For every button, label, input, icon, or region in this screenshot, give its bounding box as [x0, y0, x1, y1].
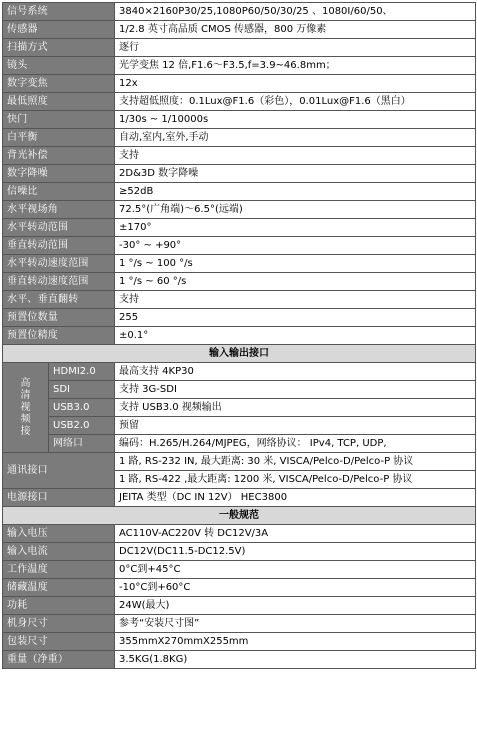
spec-row [3, 165, 476, 183]
spec-value: 1 路, RS-422 ,最大距离: 1200 米, VISCA/Pelco-D/Pelco-P 协议 [115, 471, 476, 489]
spec-row [3, 237, 476, 255]
spec-row [3, 291, 476, 309]
spec-value: 自动,室内,室外,手动 [115, 129, 476, 147]
section-header-row [3, 507, 476, 525]
spec-label: 镜头 [3, 57, 115, 75]
spec-value: 72.5°(广角端)～6.5°(远端) [115, 201, 476, 219]
spec-label: 功耗 [3, 597, 115, 615]
spec-value: JEITA 类型（DC IN 12V） HEC3800 [115, 489, 476, 507]
spec-value: ±170° [115, 219, 476, 237]
spec-row [3, 327, 476, 345]
spec-row [3, 111, 476, 129]
spec-label: 垂直转动范围 [3, 237, 115, 255]
spec-value: 1/2.8 英寸高品质 CMOS 传感器，800 万像素 [115, 21, 476, 39]
spec-row [3, 75, 476, 93]
spec-row [3, 615, 476, 633]
spec-row [3, 525, 476, 543]
spec-label: 储藏温度 [3, 579, 115, 597]
spec-label: 水平转动范围 [3, 219, 115, 237]
spec-row [3, 219, 476, 237]
spec-table [2, 2, 476, 669]
spec-value: 逐行 [115, 39, 476, 57]
spec-value: 支持 3G-SDI [115, 381, 476, 399]
spec-row [3, 543, 476, 561]
hd-video-port-label [3, 363, 49, 453]
port-sub-label: USB2.0 [49, 417, 115, 435]
spec-value: 参考“安装尺寸图” [115, 615, 476, 633]
spec-label: 输入电压 [3, 525, 115, 543]
spec-value: 12x [115, 75, 476, 93]
spec-row [3, 651, 476, 669]
spec-row [3, 255, 476, 273]
port-sub-label: SDI [49, 381, 115, 399]
spec-label: 预置位数量 [3, 309, 115, 327]
spec-row [3, 597, 476, 615]
spec-row [3, 363, 476, 381]
spec-value: 编码：H.265/H.264/MJPEG，网络协议： IPv4, TCP, UDP, [115, 435, 476, 453]
hd-vertical-char: 频 [20, 413, 31, 425]
spec-row [3, 309, 476, 327]
spec-label: 快门 [3, 111, 115, 129]
spec-label: 水平视场角 [3, 201, 115, 219]
spec-label: 预置位精度 [3, 327, 115, 345]
spec-value: 1 路, RS-232 IN, 最大距离: 30 米, VISCA/Pelco-D/Pelco-P 协议 [115, 453, 476, 471]
spec-row [3, 435, 476, 453]
spec-label: 白平衡 [3, 129, 115, 147]
hd-vertical-char: 清 [20, 389, 31, 401]
port-sub-label: 网络口 [49, 435, 115, 453]
spec-row [3, 3, 476, 21]
port-sub-label: USB3.0 [49, 399, 115, 417]
spec-value: 支持 USB3.0 视频输出 [115, 399, 476, 417]
spec-value: 光学变焦 12 倍,F1.6～F3.5,f=3.9~46.8mm； [115, 57, 476, 75]
spec-value: ≥52dB [115, 183, 476, 201]
spec-label: 背光补偿 [3, 147, 115, 165]
spec-row [3, 129, 476, 147]
spec-row [3, 21, 476, 39]
spec-value: 3.5KG(1.8KG) [115, 651, 476, 669]
spec-value: -30° ~ +90° [115, 237, 476, 255]
spec-row [3, 489, 476, 507]
spec-value: 255 [115, 309, 476, 327]
spec-row [3, 399, 476, 417]
spec-value: -10°C到+60°C [115, 579, 476, 597]
spec-row [3, 381, 476, 399]
spec-row [3, 201, 476, 219]
spec-value: 1 °/s ~ 60 °/s [115, 273, 476, 291]
spec-label: 输入电流 [3, 543, 115, 561]
hd-vertical-char: 高 [20, 377, 31, 389]
spec-row [3, 273, 476, 291]
spec-row [3, 453, 476, 471]
spec-row [3, 39, 476, 57]
section-header-row [3, 345, 476, 363]
spec-label: 垂直转动速度范围 [3, 273, 115, 291]
spec-row [3, 183, 476, 201]
spec-row [3, 93, 476, 111]
spec-value: 1 °/s ~ 100 °/s [115, 255, 476, 273]
spec-label: 重量（净重） [3, 651, 115, 669]
spec-label: 工作温度 [3, 561, 115, 579]
port-sub-label: HDMI2.0 [49, 363, 115, 381]
comm-interface-label: 通讯接口 [3, 453, 115, 489]
spec-value: 支持 [115, 147, 476, 165]
spec-value: 最高支持 4KP30 [115, 363, 476, 381]
spec-label: 数字变焦 [3, 75, 115, 93]
section-io-title: 输入输出接口 [3, 345, 476, 363]
spec-label: 机身尺寸 [3, 615, 115, 633]
spec-label: 信噪比 [3, 183, 115, 201]
spec-label: 传感器 [3, 21, 115, 39]
hd-vertical-char: 接 [20, 425, 31, 437]
spec-row [3, 633, 476, 651]
spec-row [3, 417, 476, 435]
spec-value: 0°C到+45°C [115, 561, 476, 579]
spec-value: 预留 [115, 417, 476, 435]
spec-label: 数字降噪 [3, 165, 115, 183]
spec-label: 扫描方式 [3, 39, 115, 57]
spec-value: 2D&3D 数字降噪 [115, 165, 476, 183]
power-port-label: 电源接口 [3, 489, 115, 507]
spec-value: 24W(最大) [115, 597, 476, 615]
spec-row [3, 57, 476, 75]
spec-row [3, 147, 476, 165]
spec-label: 最低照度 [3, 93, 115, 111]
hd-vertical-char: 视 [20, 401, 31, 413]
spec-value: 支持 [115, 291, 476, 309]
spec-label: 水平转动速度范围 [3, 255, 115, 273]
spec-value: 1/30s ~ 1/10000s [115, 111, 476, 129]
spec-value: DC12V(DC11.5-DC12.5V) [115, 543, 476, 561]
spec-value: ±0.1° [115, 327, 476, 345]
spec-label: 信号系统 [3, 3, 115, 21]
spec-value: AC110V-AC220V 转 DC12V/3A [115, 525, 476, 543]
spec-row [3, 561, 476, 579]
spec-row [3, 579, 476, 597]
spec-value: 3840×2160P30/25,1080P60/50/30/25 、1080I/60/50、 [115, 3, 476, 21]
spec-value: 355mmX270mmX255mm [115, 633, 476, 651]
spec-label: 包装尺寸 [3, 633, 115, 651]
spec-label: 水平、垂直翻转 [3, 291, 115, 309]
spec-value: 支持超低照度：0.1Lux@F1.6（彩色），0.01Lux@F1.6（黑白） [115, 93, 476, 111]
section-general-title: 一般规范 [3, 507, 476, 525]
